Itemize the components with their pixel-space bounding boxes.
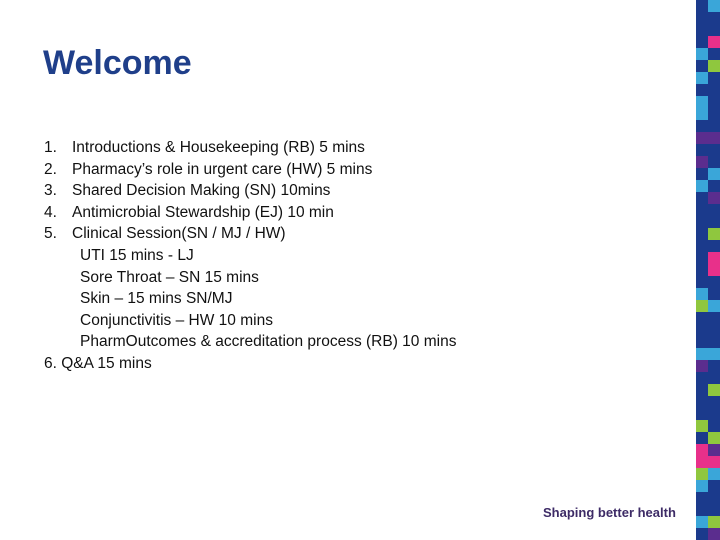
stripe-tile [708, 504, 720, 516]
stripe-tile [708, 396, 720, 408]
stripe-tile [696, 360, 708, 372]
agenda-subitem: Conjunctivitis – HW 10 mins [80, 311, 273, 329]
stripe-tile [696, 240, 708, 252]
stripe-tile [708, 528, 720, 540]
stripe-tile [708, 132, 720, 144]
item-text: Clinical Session(SN / MJ / HW) [72, 225, 286, 243]
stripe-tile [708, 144, 720, 156]
decorative-color-stripe [696, 0, 720, 540]
stripe-tile [708, 108, 720, 120]
stripe-tile [708, 60, 720, 72]
item-text: Introductions & Housekeeping (RB) 5 mins [72, 139, 365, 156]
stripe-tile [708, 324, 720, 336]
stripe-tile [696, 216, 708, 228]
stripe-tile [708, 432, 720, 444]
stripe-tile [696, 300, 708, 312]
stripe-tile [696, 288, 708, 300]
stripe-tile [708, 48, 720, 60]
stripe-tile [696, 180, 708, 192]
stripe-tile [696, 420, 708, 432]
stripe-tile [708, 252, 720, 264]
stripe-tile [696, 480, 708, 492]
stripe-tile [708, 516, 720, 528]
stripe-tile [696, 252, 708, 264]
stripe-tile [696, 12, 708, 24]
stripe-tile [696, 156, 708, 168]
stripe-tile [708, 348, 720, 360]
agenda-item [44, 180, 456, 202]
stripe-tile [696, 72, 708, 84]
item-number: 2. [44, 160, 57, 178]
stripe-tile [696, 108, 708, 120]
stripe-tile [696, 120, 708, 132]
stripe-tile [696, 132, 708, 144]
stripe-tile [708, 360, 720, 372]
slide-title: Welcome [43, 44, 192, 82]
agenda-subitem: Sore Throat – SN 15 mins [80, 268, 259, 286]
stripe-tile [696, 276, 708, 288]
item-number: 4. [44, 203, 57, 221]
agenda-subitem: UTI 15 mins - LJ [80, 246, 194, 264]
stripe-tile [696, 168, 708, 180]
stripe-tile [708, 36, 720, 48]
stripe-tile [708, 336, 720, 348]
stripe-tile [696, 192, 708, 204]
stripe-tile [708, 312, 720, 324]
stripe-tile [696, 324, 708, 336]
stripe-tile [696, 372, 708, 384]
agenda-item [44, 223, 456, 245]
stripe-tile [696, 24, 708, 36]
stripe-tile [696, 312, 708, 324]
stripe-tile [708, 444, 720, 456]
stripe-tile [708, 468, 720, 480]
stripe-tile [696, 336, 708, 348]
stripe-tile [696, 456, 708, 468]
item-number: 3. [44, 182, 57, 200]
stripe-tile [708, 492, 720, 504]
agenda-subitem: Skin – 15 mins SN/MJ [80, 290, 233, 308]
stripe-tile [708, 228, 720, 240]
footer-tagline: Shaping better health [543, 505, 676, 520]
stripe-tile [708, 480, 720, 492]
stripe-tile [696, 468, 708, 480]
stripe-tile [696, 444, 708, 456]
stripe-tile [708, 384, 720, 396]
stripe-tile [708, 0, 720, 12]
agenda-list [44, 137, 456, 375]
stripe-tile [708, 84, 720, 96]
stripe-tile [696, 96, 708, 108]
stripe-tile [696, 528, 708, 540]
stripe-tile [696, 60, 708, 72]
stripe-tile [708, 264, 720, 276]
agenda-subitem: PharmOutcomes & accreditation process (RB) 10 mins [80, 333, 457, 351]
stripe-tile [696, 264, 708, 276]
stripe-tile [708, 216, 720, 228]
stripe-tile [696, 348, 708, 360]
item-text: Antimicrobial Stewardship (EJ) 10 min [72, 203, 334, 221]
stripe-tile [696, 36, 708, 48]
item-number: 5. [44, 225, 57, 243]
stripe-tile [708, 276, 720, 288]
stripe-tile [696, 408, 708, 420]
stripe-tile [708, 408, 720, 420]
stripe-tile [696, 432, 708, 444]
agenda-item-last: 6. Q&A 15 mins [44, 354, 152, 372]
stripe-tile [708, 156, 720, 168]
item-text: Shared Decision Making (SN) 10mins [72, 182, 331, 200]
stripe-tile [708, 168, 720, 180]
stripe-tile [708, 300, 720, 312]
stripe-tile [708, 72, 720, 84]
agenda-item [44, 159, 456, 181]
item-number: 1. [44, 139, 57, 156]
stripe-tile [696, 204, 708, 216]
stripe-tile [696, 504, 708, 516]
stripe-tile [696, 516, 708, 528]
agenda-item [44, 137, 456, 159]
stripe-tile [696, 144, 708, 156]
stripe-tile [708, 96, 720, 108]
stripe-tile [696, 228, 708, 240]
stripe-tile [696, 396, 708, 408]
stripe-tile [696, 84, 708, 96]
stripe-tile [708, 120, 720, 132]
stripe-tile [696, 48, 708, 60]
stripe-tile [708, 288, 720, 300]
stripe-tile [708, 24, 720, 36]
stripe-tile [696, 0, 708, 12]
stripe-tile [708, 12, 720, 24]
stripe-tile [696, 492, 708, 504]
agenda-item [44, 202, 456, 224]
stripe-tile [696, 384, 708, 396]
stripe-tile [708, 240, 720, 252]
stripe-tile [708, 192, 720, 204]
stripe-tile [708, 180, 720, 192]
item-text: Pharmacy’s role in urgent care (HW) 5 mins [72, 160, 373, 178]
stripe-tile [708, 456, 720, 468]
stripe-tile [708, 204, 720, 216]
stripe-tile [708, 372, 720, 384]
stripe-tile [708, 420, 720, 432]
